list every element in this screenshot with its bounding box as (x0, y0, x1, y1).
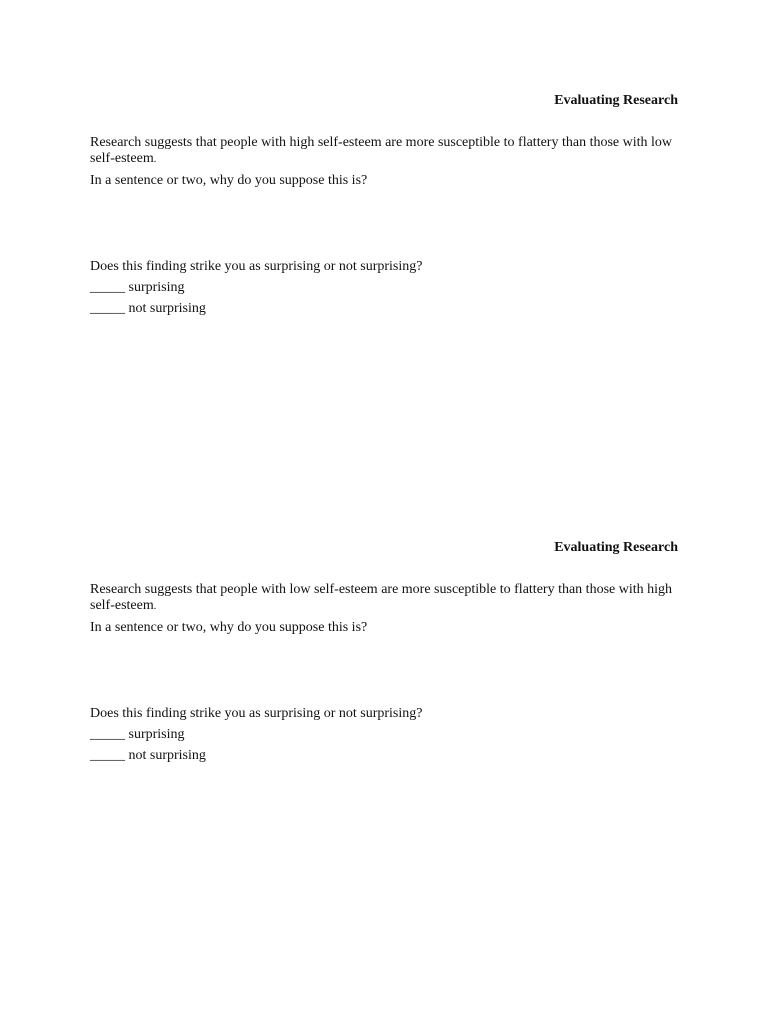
research-item-2 (90, 539, 678, 765)
statement-text: Research suggests that people with high self-esteem are more susceptible to flattery than those with low self-esteem (90, 135, 673, 166)
option-not-surprising[interactable] (90, 747, 678, 765)
section-title: Evaluating Research (554, 93, 678, 108)
option-not-surprising[interactable] (90, 300, 678, 318)
option-label: not surprising (128, 748, 206, 763)
statement-text: Research suggests that people with low self-esteem are more susceptible to flattery than those with high self-esteem (90, 582, 673, 613)
research-item-1 (90, 92, 678, 318)
answer-blank[interactable]: _____ (90, 301, 125, 316)
option-label: surprising (128, 727, 185, 742)
answer-space (90, 190, 678, 258)
response-prompt: In a sentence or two, why do you suppose this is? (90, 620, 368, 635)
surprise-question: Does this finding strike you as surprising or not surprising? (90, 259, 423, 274)
research-statement (90, 582, 678, 615)
answer-blank[interactable]: _____ (90, 748, 125, 763)
statement-period: . (153, 154, 157, 165)
answer-blank[interactable]: _____ (90, 280, 125, 295)
section-title: Evaluating Research (554, 540, 678, 555)
option-surprising[interactable] (90, 279, 678, 297)
surprise-question: Does this finding strike you as surprising or not surprising? (90, 706, 423, 721)
answer-space (90, 637, 678, 705)
research-statement (90, 135, 678, 168)
statement-period: . (153, 601, 157, 612)
option-label: surprising (128, 280, 185, 295)
answer-blank[interactable]: _____ (90, 727, 125, 742)
option-surprising[interactable] (90, 726, 678, 744)
response-prompt: In a sentence or two, why do you suppose this is? (90, 173, 368, 188)
option-label: not surprising (128, 301, 206, 316)
